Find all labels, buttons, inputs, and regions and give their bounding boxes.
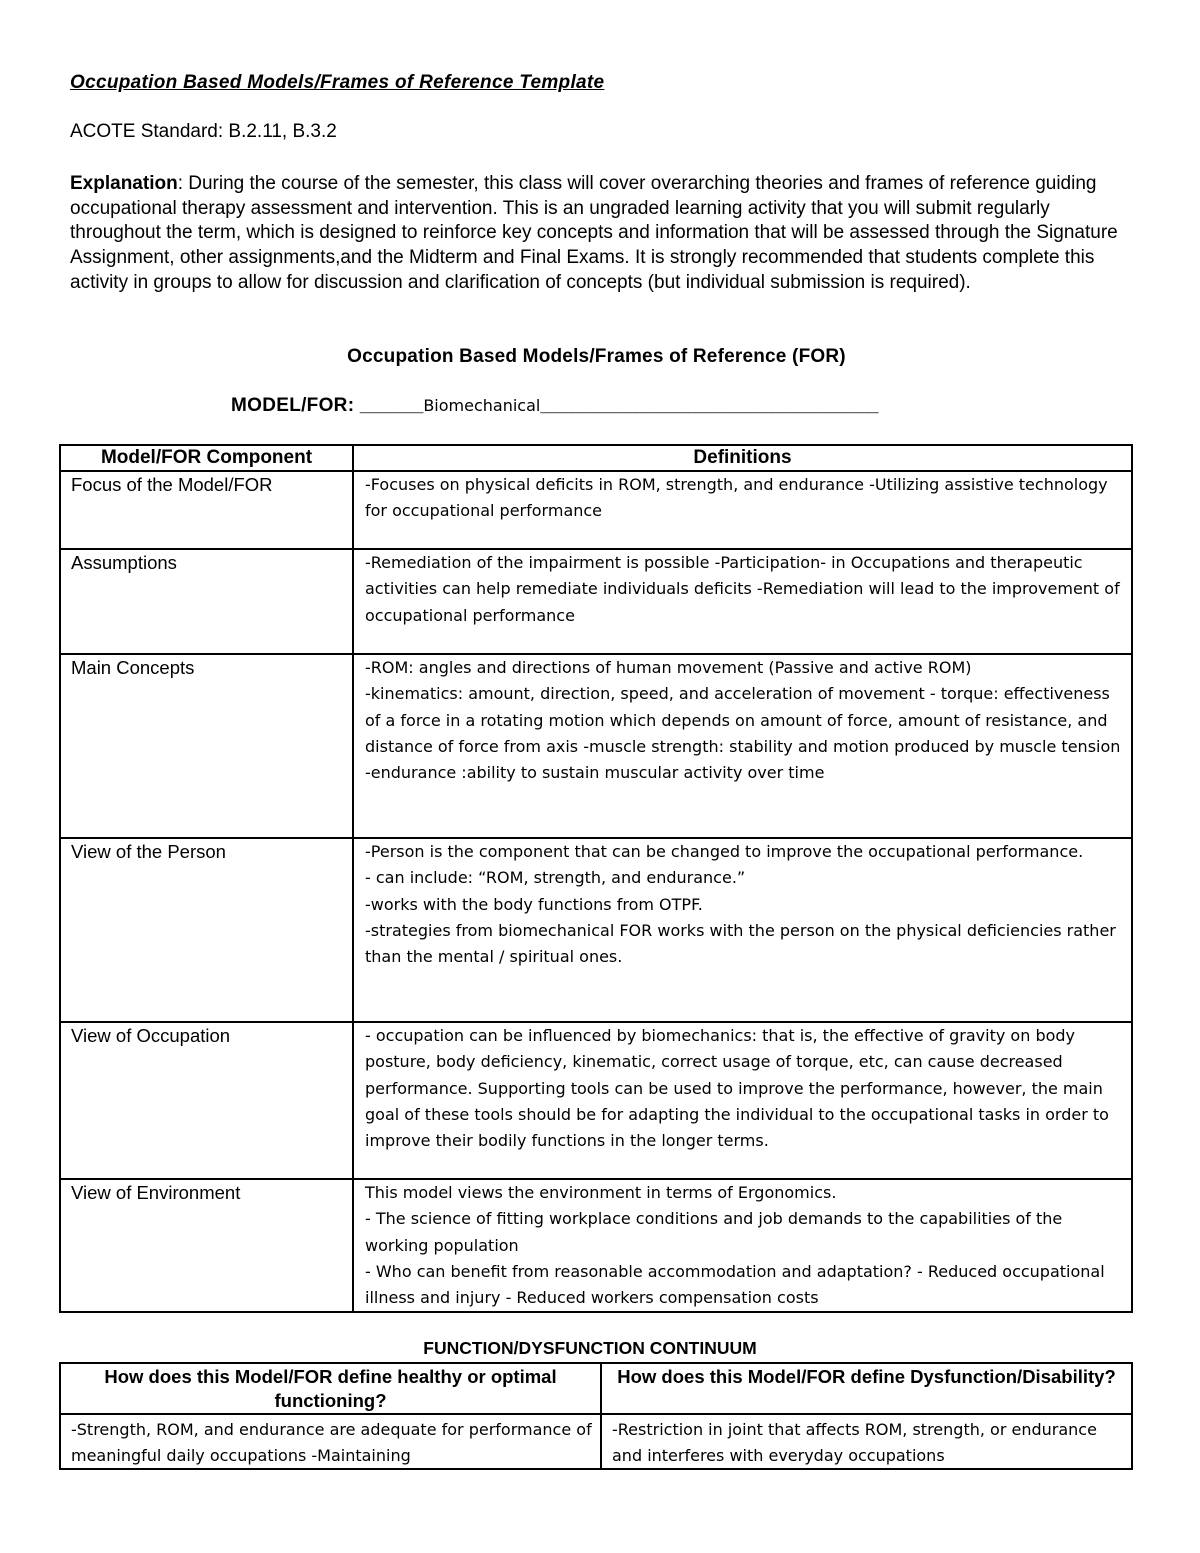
- definition-cell: [353, 471, 1132, 549]
- document-title: Occupation Based Models/Frames of Reference Template: [70, 72, 605, 93]
- model-for-blank-trail: ________________________________: [540, 395, 879, 416]
- component-cell: Focus of the Model/FOR: [60, 471, 353, 549]
- definition-cell: [353, 1179, 1132, 1312]
- table-row: [60, 1414, 1132, 1469]
- definition-cell: [353, 1022, 1132, 1179]
- definition-text: -Focuses on physical deficits in ROM, strength, and endurance -Utilizing assistive technology for occupational performance: [365, 475, 1108, 521]
- definition-text: -ROM: angles and directions of human movement (Passive and active ROM) -kinematics: amount, direction, speed, and acceleration of movement - torque: effectiveness of a force in a rotating motion which depends on amount of force, amount of resistance, and distance of force from axis -muscle strength: stability and motion produced by muscle tension -endurance :ability to sustain muscular activity over time: [365, 658, 1121, 783]
- for-table-header-row: [60, 445, 1132, 471]
- healthy-functioning-cell: -Strength, ROM, and endurance are adequate for performance of meaningful daily occupations -Maintaining: [60, 1414, 601, 1469]
- component-cell: View of the Person: [60, 838, 353, 1022]
- definition-text: -Remediation of the impairment is possible -Participation- in Occupations and therapeutic activities can help remediate individuals deficits -Remediation will lead to the improvement of occupational performance: [365, 553, 1120, 625]
- table-row: [60, 471, 1132, 549]
- header-dysfunction: How does this Model/FOR define Dysfunction/Disability?: [601, 1363, 1132, 1414]
- dysfunction-cell: -Restriction in joint that affects ROM, strength, or endurance and interferes with everyday occupations: [601, 1414, 1132, 1469]
- component-cell: Main Concepts: [60, 654, 353, 838]
- explanation-label: Explanation: [70, 173, 178, 194]
- explanation-text: : During the course of the semester, this class will cover overarching theories and frames of reference guiding occupational therapy assessment and intervention. This is an ungraded learning activity that you will submit regularly throughout the term, which is designed to reinforce key concepts and information that will be assessed through the Signature Assignment, other assignments,and the Midterm and Final Exams. It is strongly recommended that students complete this activity in groups to allow for discussion and clarification of concepts (but individual submission is required).: [70, 173, 1118, 293]
- model-for-blank-lead: ______: [359, 395, 424, 416]
- section-heading: Occupation Based Models/Frames of Reference (FOR): [347, 346, 846, 367]
- component-cell: View of Environment: [60, 1179, 353, 1312]
- table-row: [60, 654, 1132, 838]
- definition-text: This model views the environment in terms of Ergonomics. - The science of fitting workplace conditions and job demands to the capabilities of the working population - Who can benefit from reasonable accommodation and adaptation? - Reduced occupational illness and injury - Reduced workers compensation costs: [365, 1183, 1105, 1308]
- definition-cell: [353, 654, 1132, 838]
- component-cell: View of Occupation: [60, 1022, 353, 1179]
- table-row: [60, 549, 1132, 654]
- header-component: Model/FOR Component: [60, 445, 353, 471]
- explanation-paragraph: [70, 172, 1140, 296]
- definition-text: - occupation can be influenced by biomechanics: that is, the effective of gravity on body posture, body deficiency, kinematic, correct usage of torque, etc, can cause decreased performance. Supporting tools can be used to improve the performance, however, the main goal of these tools should be for adapting the individual to the occupational tasks in order to improve their bodily functions in the longer terms.: [365, 1026, 1109, 1151]
- definition-cell: [353, 838, 1132, 1022]
- for-table: [59, 444, 1133, 1313]
- continuum-header-row: [60, 1363, 1132, 1414]
- definition-cell: [353, 549, 1132, 654]
- definition-text: -Person is the component that can be changed to improve the occupational performance. - can include: “ROM, strength, and endurance.” -works with the body functions from OTPF. -strategies from biomechanical FOR works with the person on the physical deficiencies rather than the mental / spiritual ones.: [365, 842, 1116, 967]
- model-for-value: Biomechanical: [423, 396, 541, 415]
- table-row: [60, 1022, 1132, 1179]
- continuum-title: FUNCTION/DYSFUNCTION CONTINUUM: [423, 1338, 757, 1358]
- header-definitions: Definitions: [353, 445, 1132, 471]
- model-for-line: [231, 395, 878, 417]
- continuum-table: [59, 1362, 1133, 1470]
- acote-standard: ACOTE Standard: B.2.11, B.3.2: [70, 121, 337, 142]
- component-cell: Assumptions: [60, 549, 353, 654]
- table-row: [60, 1179, 1132, 1312]
- table-row: [60, 838, 1132, 1022]
- header-healthy-functioning: How does this Model/FOR define healthy or optimal functioning?: [60, 1363, 601, 1414]
- model-for-label: MODEL/FOR:: [231, 395, 360, 416]
